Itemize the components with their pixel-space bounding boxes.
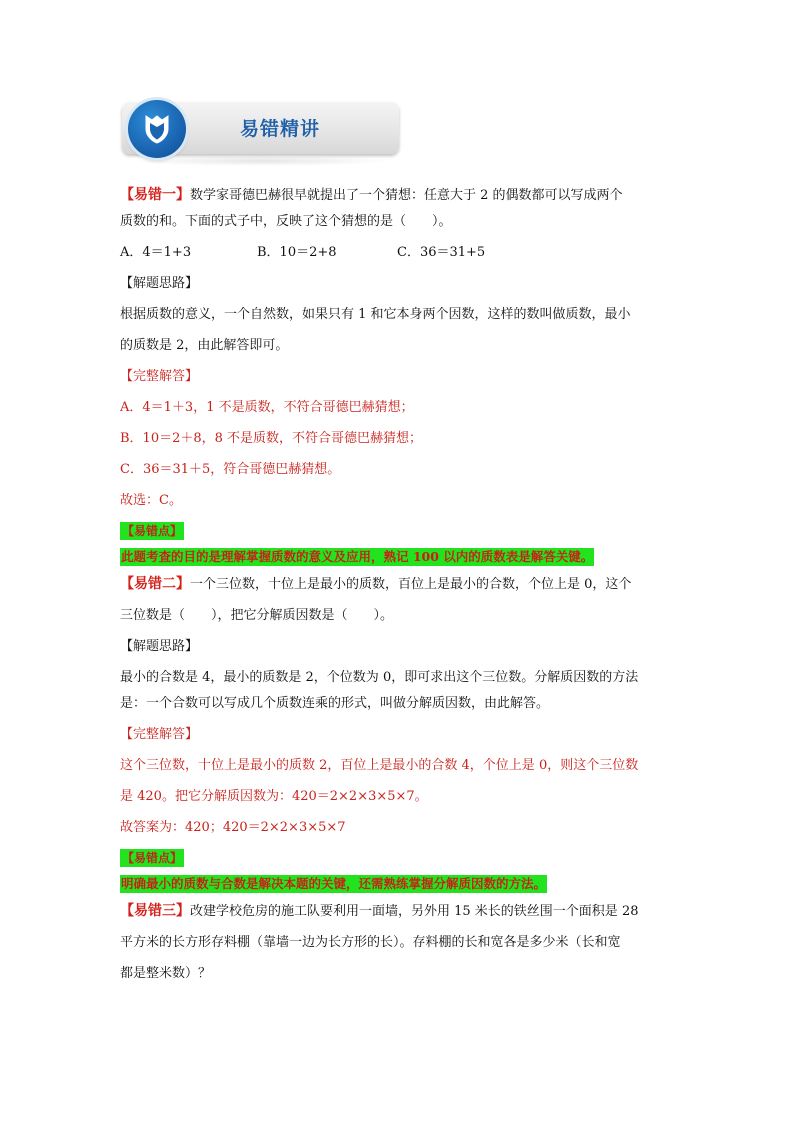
question-1-point-row xyxy=(120,547,680,569)
question-3-line-3: 都是整米数）？ xyxy=(120,966,212,981)
question-1-answer-2: B．10＝2＋8，8 不是质数，不符合哥德巴赫猜想； xyxy=(120,431,423,446)
question-2-point: 明确最小的质数与合数是解决本题的关键，还需熟练掌握分解质因数的方法。 xyxy=(121,876,547,891)
question-2-answer-1: 这个三位数，十位上是最小的质数 2，百位上是最小的合数 4，个位上是 0，则这个三位数 xyxy=(120,758,639,773)
question-2-text-1: 一个三位数，十位上是最小的质数，百位上是最小的合数，个位上是 0，这个 xyxy=(190,577,632,592)
question-1-options xyxy=(120,242,680,264)
question-3-line-1 xyxy=(120,900,680,923)
question-3-text-1: 改建学校危房的施工队要利用一面墙，另外用 15 米长的铁丝围一个面积是 28 xyxy=(190,904,639,919)
option-a: A．4＝1+3 xyxy=(120,245,192,260)
question-2-tag: 【易错二】 xyxy=(120,576,190,592)
question-2-answer-label: 【完整解答】 xyxy=(120,727,199,742)
question-2-line-2: 三位数是（ ），把它分解质因数是（ ）。 xyxy=(120,608,394,623)
question-1-answer-3: C．36＝31＋5，符合哥德巴赫猜想。 xyxy=(120,462,341,477)
question-2-line-1 xyxy=(120,573,680,596)
option-b: B．10＝2+8 xyxy=(257,245,337,260)
question-1-point: 此题考查的目的是理解掌握质数的意义及应用，熟记 100 以内的质数表是解答关键。 xyxy=(121,549,594,564)
document-body xyxy=(120,184,680,985)
question-1-answer-1: A．4＝1＋3，1 不是质数，不符合哥德巴赫猜想； xyxy=(120,400,414,415)
shield-icon xyxy=(142,113,172,145)
question-1-choice: 故选：C。 xyxy=(120,493,182,508)
header-banner-shadow xyxy=(130,156,392,166)
shield-badge xyxy=(128,100,186,158)
question-2-point-label: 【易错点】 xyxy=(122,851,183,865)
question-1-line-1 xyxy=(120,184,680,207)
question-2-point-label-row xyxy=(120,848,680,870)
question-2-point-row xyxy=(120,874,680,896)
question-3-tag: 【易错三】 xyxy=(120,903,190,919)
question-1-think-2: 的质数是 2，由此解答即可。 xyxy=(120,338,289,353)
question-2-final: 故答案为：420；420＝2×2×3×5×7 xyxy=(120,820,346,835)
question-2-answer-2: 是 420。把它分解质因数为：420＝2×2×3×5×7。 xyxy=(120,789,428,804)
section-title: 易错精讲 xyxy=(240,118,321,140)
question-2-think-1: 最小的合数是 4，最小的质数是 2，个位数为 0，即可求出这个三位数。分解质因数的方法 xyxy=(120,670,639,685)
question-1-line-2: 质数的和。下面的式子中，反映了这个猜想的是（ ）。 xyxy=(120,214,452,229)
question-1-think-label: 【解题思路】 xyxy=(120,276,199,291)
question-1-text-1: 数学家哥德巴赫很早就提出了一个猜想：任意大于 2 的偶数都可以写成两个 xyxy=(190,188,623,203)
question-1-point-label-row xyxy=(120,521,680,543)
question-1-tag: 【易错一】 xyxy=(120,187,190,203)
question-1-answer-label: 【完整解答】 xyxy=(120,369,199,384)
question-1-think-1: 根据质数的意义，一个自然数，如果只有 1 和它本身两个因数，这样的数叫做质数，最小 xyxy=(120,307,631,322)
question-3-line-2: 平方米的长方形存料棚（靠墙一边为长方形的长）。存料棚的长和宽各是多少米（长和宽 xyxy=(120,935,621,950)
question-1-point-label: 【易错点】 xyxy=(122,524,183,538)
question-2-think-label: 【解题思路】 xyxy=(120,639,199,654)
question-2-think-2: 是：一个合数可以写成几个质数连乘的形式，叫做分解质因数，由此解答。 xyxy=(120,696,550,711)
option-c: C．36＝31+5 xyxy=(397,245,486,260)
